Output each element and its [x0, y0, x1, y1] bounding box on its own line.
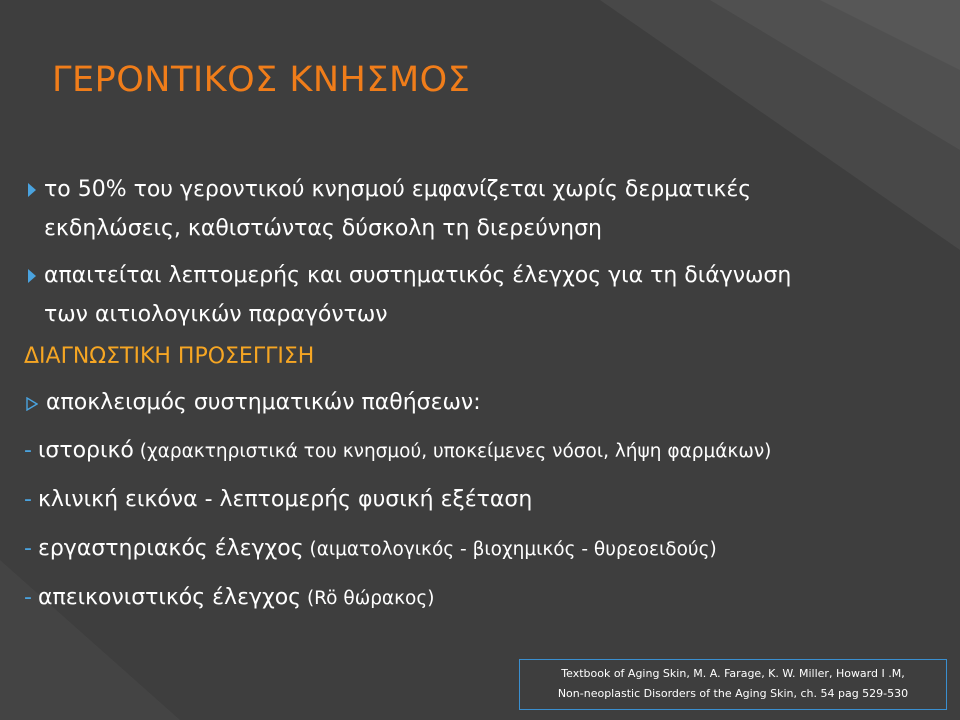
list-item-detail: (Rö θώρακος)	[301, 588, 435, 609]
citation-line: Non-neoplastic Disorders of the Aging Skin, ch. 54 pag 529-530	[557, 687, 909, 700]
bullet-item	[24, 256, 944, 334]
dash-marker: -	[24, 536, 32, 561]
slide-title: ΓΕΡΟΝΤΙΚΟΣ ΚΝΗΣΜΟΣ	[52, 60, 471, 100]
section-heading: ΔΙΑΓΝΩΣΤΙΚΗ ΠΡΟΣΕΓΓΙΣΗ	[24, 344, 315, 369]
list-item-detail: (χαρακτηριστικά του κνησμού, υποκείμενες νόσοι, λήψη φαρμάκων)	[133, 441, 772, 462]
list-item-detail: (αιματολογικός - βιοχημικός - θυρεοειδούς)	[303, 539, 717, 560]
outline-arrow-icon	[26, 397, 38, 411]
list-item-main: κλινική εικόνα - λεπτομερής φυσική εξέταση	[37, 487, 533, 512]
slide-content	[24, 170, 944, 632]
list-item	[24, 436, 944, 467]
citation-box	[519, 659, 947, 710]
list-item	[24, 583, 944, 614]
list-item-main: ιστορικό	[37, 438, 134, 463]
bullet-text-continued: εκδηλώσεις, καθιστώντας δύσκολη τη διερεύνηση	[44, 216, 603, 241]
dash-marker: -	[24, 438, 32, 463]
list-item-main: απεικονιστικός έλεγχος	[37, 585, 302, 610]
dash-marker: -	[24, 487, 32, 512]
bullet-text-continued: των αιτιολογικών παραγόντων	[44, 302, 388, 327]
dash-marker: -	[24, 585, 32, 610]
list-item	[24, 485, 944, 516]
arrow-bullet-icon	[28, 183, 36, 197]
sub-heading-text: αποκλεισμός συστηματικών παθήσεων:	[46, 390, 481, 415]
citation-line: Textbook of Aging Skin, M. A. Farage, K. W. Miller, Howard I .M,	[561, 667, 905, 680]
list-item	[24, 534, 944, 565]
bullet-text: το 50% του γεροντικού κνησμού εμφανίζεται χωρίς δερματικές	[44, 177, 752, 202]
bullet-item	[24, 170, 944, 248]
arrow-bullet-icon	[28, 269, 36, 283]
bullet-text: απαιτείται λεπτομερής και συστηματικός έλεγχος για τη διάγνωση	[44, 263, 792, 288]
sub-heading	[24, 388, 944, 418]
list-item-main: εργαστηριακός έλεγχος	[37, 536, 304, 561]
